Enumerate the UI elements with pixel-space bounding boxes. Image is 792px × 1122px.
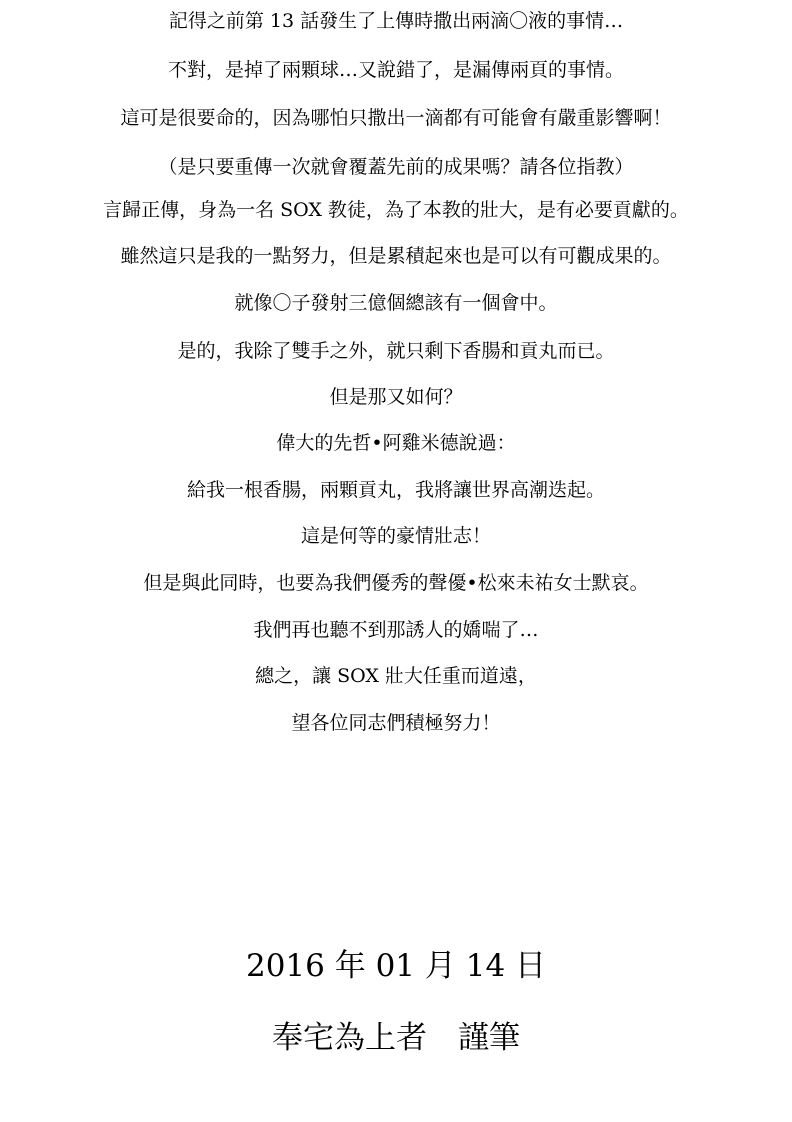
paragraph-line: 記得之前第 13 話發生了上傳時撒出兩滴〇液的事情… (168, 10, 624, 32)
paragraph-line: 望各位同志們積極努力！ (291, 712, 501, 734)
paragraph-line: 但是那又如何？ (329, 386, 463, 408)
paragraph-line: 是的，我除了雙手之外，就只剩下香腸和貢丸而已。 (177, 340, 615, 362)
signature-date: 2016 年 01 月 14 日 (245, 948, 547, 984)
paragraph-line: （是只要重傳一次就會覆蓋先前的成果嗎？請各位指教） (158, 156, 634, 178)
paragraph-line: 總之，讓 SOX 壯大任重而道遠， (255, 665, 537, 687)
paragraph-line: 這是何等的豪情壯志！ (300, 525, 491, 547)
paragraph-line: 給我一根香腸，兩顆貢丸，我將讓世界高潮迭起。 (186, 479, 605, 501)
paragraph-line: 雖然這只是我的一點努力，但是累積起來也是可以有可觀成果的。 (120, 245, 672, 267)
paragraph-line: 這可是很要命的，因為哪怕只撒出一滴都有可能會有嚴重影響啊！ (120, 107, 672, 129)
paragraph-line: 偉大的先哲•阿雞米德說過： (276, 432, 516, 454)
paragraph-line: 我們再也聽不到那誘人的嬌喘了… (253, 619, 539, 641)
paragraph-line: 就像〇子發射三億個總該有一個會中。 (234, 292, 558, 314)
paragraph-line: 不對，是掉了兩顆球…又說錯了，是漏傳兩頁的事情。 (167, 59, 624, 81)
signature-author: 奉宅為上者 謹筆 (272, 1020, 520, 1056)
paragraph-line: 但是與此同時，也要為我們優秀的聲優•松來未祐女士默哀。 (143, 572, 649, 594)
paragraph-line: 言歸正傳，身為一名 SOX 教徒，為了本教的壯大，是有必要貢獻的。 (103, 199, 689, 221)
